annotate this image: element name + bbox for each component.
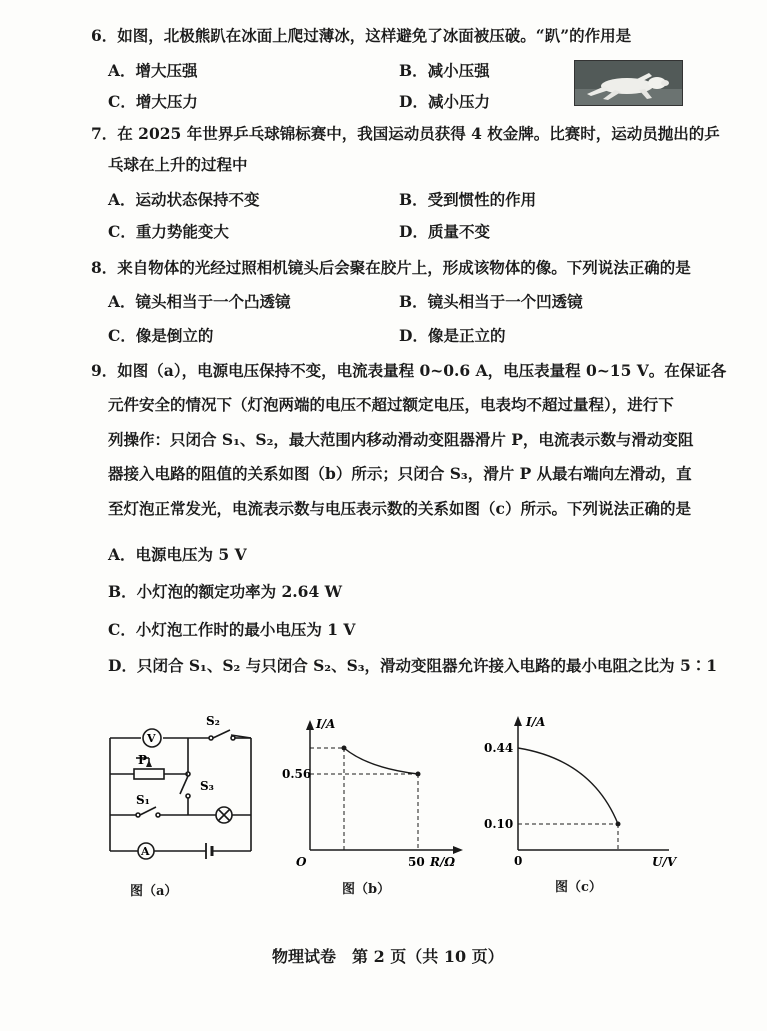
s2-label: S₂ xyxy=(206,714,220,728)
slider-p-label: P xyxy=(138,753,148,767)
graph-b-xtick: 50 xyxy=(408,855,425,869)
q9-stem-line3: 列操作：只闭合 S₁、S₂，最大范围内移动滑动变阻器滑片 P，电流表示数与滑动变阻 xyxy=(108,430,694,449)
q6-option-b: B．减小压强 xyxy=(399,61,490,80)
graph-c xyxy=(484,710,684,870)
q7-stem-line1: 7．在 2025 年世界乒乓球锦标赛中，我国运动员获得 4 枚金牌。比赛时，运动员抛出的乒 xyxy=(91,124,720,143)
graph-c-origin: 0 xyxy=(514,854,523,868)
graph-b-origin: O xyxy=(296,855,307,869)
q9-option-d: D．只闭合 S₁、S₂ 与只闭合 S₂、S₃，滑动变阻器允许接入电路的最小电阻之比为 5∶1 xyxy=(108,656,718,675)
graph-c-xlabel: U/V xyxy=(652,855,677,869)
voltmeter-label: V xyxy=(147,732,156,745)
q8-stem: 8．来自物体的光经过照相机镜头后会聚在胶片上，形成该物体的像。下列说法正确的是 xyxy=(91,258,691,277)
q6-option-a: A．增大压强 xyxy=(108,61,198,80)
q9-option-a: A．电源电压为 5 V xyxy=(108,545,247,564)
q7-option-c: C．重力势能变大 xyxy=(108,222,229,241)
q7-option-b: B．受到惯性的作用 xyxy=(399,190,537,209)
graph-c-ytick-top: 0.44 xyxy=(484,741,514,755)
q8-option-c: C．像是倒立的 xyxy=(108,326,214,345)
q9-stem-line5: 至灯泡正常发光，电流表示数与电压表示数的关系如图（c）所示。下列说法正确的是 xyxy=(108,499,691,518)
graph-b-ytick: 0.56 xyxy=(282,767,312,781)
q8-option-b: B．镜头相当于一个凹透镜 xyxy=(399,292,583,311)
graph-b-ylabel: I/A xyxy=(316,717,336,731)
polar-bear-photo xyxy=(574,60,683,106)
graph-b xyxy=(282,710,465,870)
q8-option-d: D．像是正立的 xyxy=(399,326,506,345)
figure-a-caption: 图（a） xyxy=(130,884,178,899)
q9-stem-line2: 元件安全的情况下（灯泡两端的电压不超过额定电压，电表均不超过量程），进行下 xyxy=(108,395,674,414)
q9-stem-line1: 9．如图（a），电源电压保持不变，电流表量程 0~0.6 A，电压表量程 0~15 V。在保证各 xyxy=(91,361,727,380)
q6-stem: 6．如图，北极熊趴在冰面上爬过薄冰，这样避免了冰面被压破。“趴”的作用是 xyxy=(91,26,632,45)
q6-option-c: C．增大压力 xyxy=(108,92,198,111)
graph-b-xlabel: R/Ω xyxy=(430,855,456,869)
q9-stem-line4: 器接入电路的阻值的关系如图（b）所示；只闭合 S₃，滑片 P 从最右端向左滑动，直 xyxy=(108,464,692,483)
q8-option-a: A．镜头相当于一个凸透镜 xyxy=(108,292,291,311)
q9-option-c: C．小灯泡工作时的最小电压为 1 V xyxy=(108,620,356,639)
graph-c-ylabel: I/A xyxy=(526,715,546,729)
figure-c-caption: 图（c） xyxy=(555,880,602,895)
q7-option-a: A．运动状态保持不变 xyxy=(108,190,260,209)
graph-c-ytick-bottom: 0.10 xyxy=(484,817,514,831)
s1-label: S₁ xyxy=(136,793,150,807)
page-footer: 物理试卷 第 2 页（共 10 页） xyxy=(272,947,504,966)
q6-option-d: D．减小压力 xyxy=(399,92,490,111)
figure-b-caption: 图（b） xyxy=(342,882,391,897)
q7-option-d: D．质量不变 xyxy=(399,222,490,241)
ammeter-label: A xyxy=(141,845,150,858)
q7-stem-line2: 乓球在上升的过程中 xyxy=(108,155,248,174)
s3-label: S₃ xyxy=(200,779,214,793)
q9-option-b: B．小灯泡的额定功率为 2.64 W xyxy=(108,582,343,601)
circuit-diagram xyxy=(96,710,266,870)
